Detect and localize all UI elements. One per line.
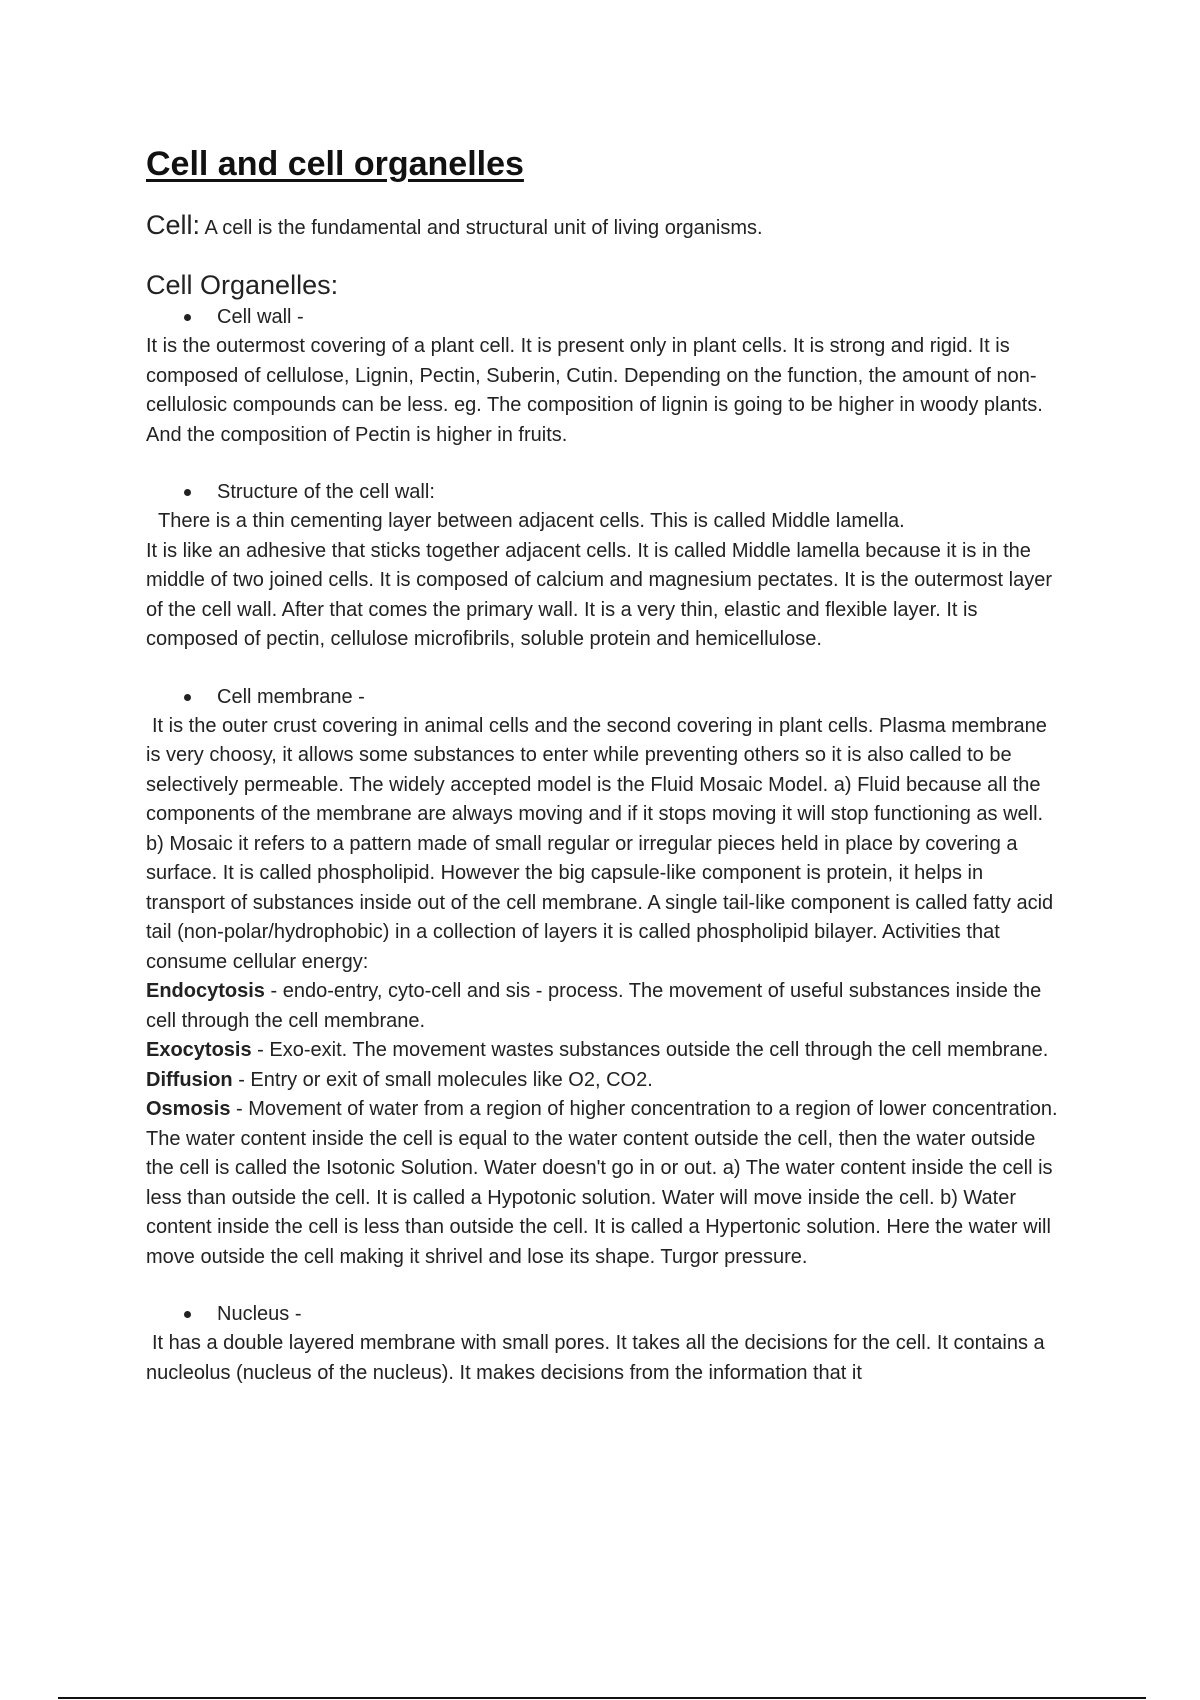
bullet-dot-icon [184, 694, 191, 701]
bullet-dot-icon [184, 1311, 191, 1318]
term-exocytosis [146, 1036, 1066, 1066]
bullet-structure [146, 478, 1066, 507]
bullet-label: Cell wall - [217, 306, 304, 328]
bullet-nucleus [146, 1300, 1066, 1329]
nucleus-paragraph: It has a double layered membrane with small pores. It takes all the decisions for the cell. It contains a nucleolus (nucleus of the nucleus). It makes decisions from the information that it [146, 1332, 1045, 1384]
cell-membrane-paragraph: It is the outer crust covering in animal cells and the second covering in plant cells. Plasma membrane is very choosy, it allows some substances to enter while preventing others so it is also called to be selectively permeable. The widely accepted model is the Fluid Mosaic Model. a) Fluid because all the components of the membrane are always moving and if it stops moving it will stop functioning as well. b) Mosaic it refers to a pattern made of small regular or irregular pieces held in place by covering a surface. It is called phospholipid. However the big capsule-like component is protein, it helps in transport of substances inside out of the cell membrane. A single tail-like component is called fatty acid tail (non-polar/hydrophobic) in a collection of layers it is called phospholipid bilayer. Activities that consume cellular energy: [146, 714, 1054, 973]
document-page [146, 140, 1066, 1388]
bullet-cell-membrane [146, 683, 1066, 712]
term-osmosis [146, 1095, 1066, 1272]
bullet-dot-icon [184, 314, 191, 321]
term-name: Osmosis [146, 1098, 231, 1120]
structure-paragraph: It is like an adhesive that sticks together adjacent cells. It is called Middle lamella because it is in the middle of two joined cells. It is composed of calcium and magnesium pectates. It is the outermost layer of the cell wall. After that comes the primary wall. It is a very thin, elastic and flexible layer. It is composed of pectin, cellulose microfibrils, soluble protein and hemicellulose. [146, 539, 1052, 650]
cell-wall-paragraph: It is the outermost covering of a plant cell. It is present only in plant cells. It is strong and rigid. It is composed of cellulose, Lignin, Pectin, Suberin, Cutin. Depending on the function, the amount of non-cellulosic compounds can be less. eg. The composition of lignin is going to be higher in woody plants. And the composition of Pectin is higher in fruits. [146, 335, 1043, 446]
term-diffusion [146, 1066, 1066, 1096]
cell-definition [146, 210, 1066, 243]
term-name: Exocytosis [146, 1039, 252, 1061]
bullet-label: Cell membrane - [217, 685, 365, 708]
term-desc: - Movement of water from a region of higher concentration to a region of lower concentration. The water content inside the cell is equal to the water content outside the cell, then the water outside the cell is called the Isotonic Solution. Water doesn't go in or out. a) The water content inside the cell is less than outside the cell. It is called a Hypotonic solution. Water will move inside the cell. b) Water content inside the cell is less than outside the cell. It is called a Hypertonic solution. Here the water will move outside the cell making it shrivel and lose its shape. Turgor pressure. [146, 1098, 1058, 1268]
cell-definition-text: A cell is the fundamental and structural unit of living organisms. [200, 217, 763, 239]
bullet-label: Nucleus - [217, 1303, 302, 1325]
bullet-dot-icon [184, 489, 191, 496]
term-endocytosis [146, 977, 1066, 1036]
organelles-heading: Cell Organelles: [146, 270, 339, 300]
term-desc: - Exo-exit. The movement wastes substances outside the cell through the cell membrane. [251, 1039, 1049, 1061]
term-desc: - Entry or exit of small molecules like O2, CO2. [232, 1068, 653, 1091]
bullet-cell-wall [146, 303, 1066, 332]
term-desc: - endo-entry, cyto-cell and sis - process. The movement of useful substances inside the cell through the cell membrane. [146, 980, 1042, 1032]
bottom-rule [58, 1697, 1146, 1699]
page-title: Cell and cell organelles [146, 145, 524, 183]
cell-definition-lead: Cell: [146, 210, 201, 240]
bullet-label: Structure of the cell wall: [217, 481, 435, 503]
term-name: Endocytosis [146, 980, 265, 1002]
structure-line: There is a thin cementing layer between adjacent cells. This is called Middle lamella. [158, 510, 905, 532]
term-name: Diffusion [146, 1068, 233, 1091]
